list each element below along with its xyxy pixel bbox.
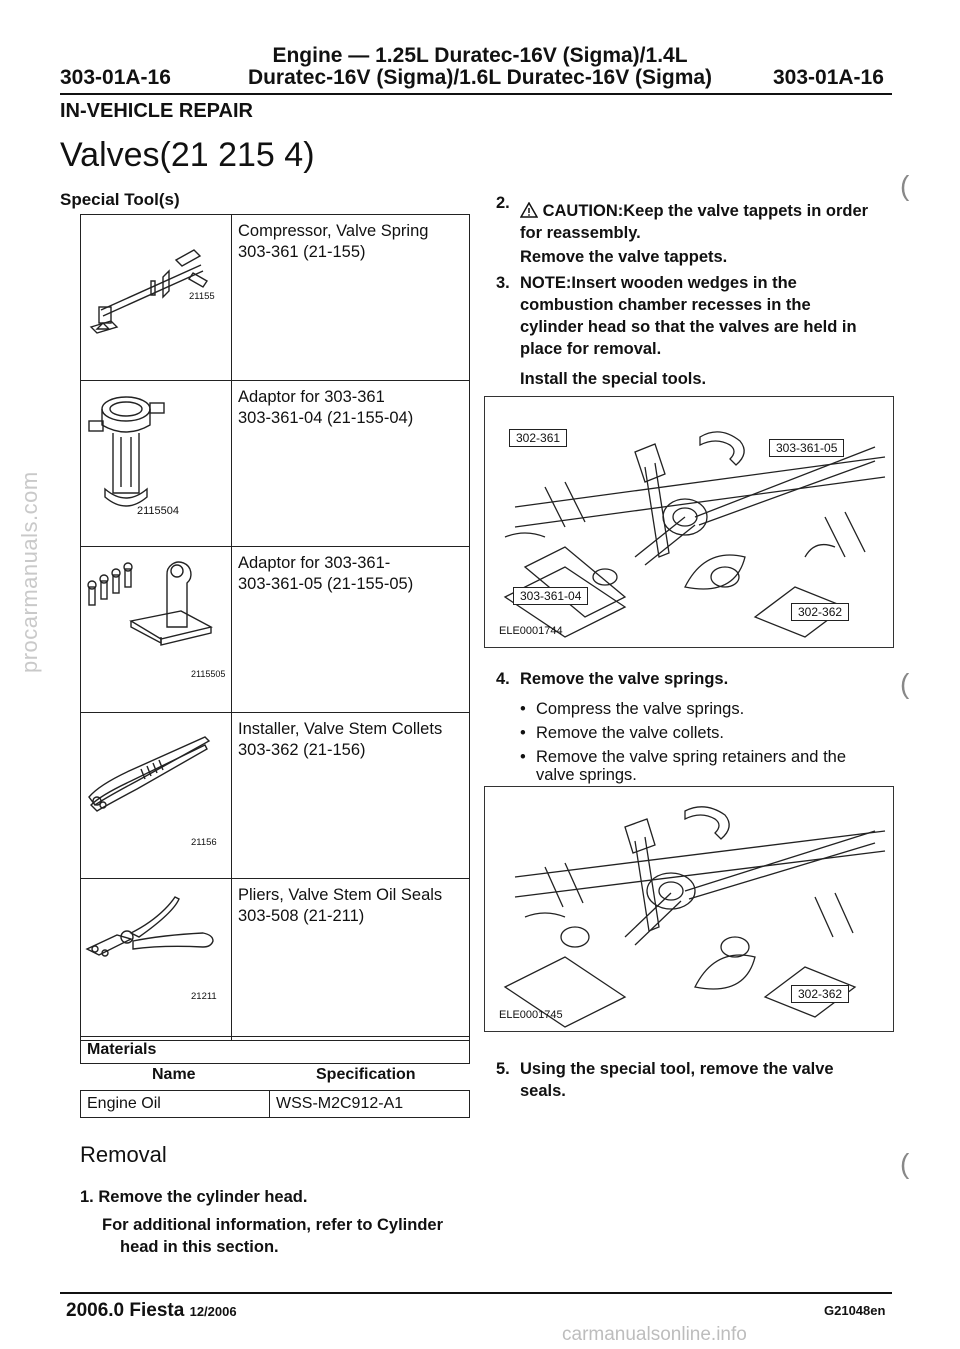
- footer-code: G21048en: [824, 1303, 886, 1318]
- tool-image-label: 21211: [191, 991, 217, 1002]
- step-text: Remove the cylinder head.: [98, 1188, 308, 1206]
- caution-triangle-icon: [520, 202, 538, 218]
- tool-description: [232, 381, 470, 547]
- header-rule: [60, 93, 892, 95]
- step-4-number: 4.: [496, 670, 510, 688]
- removal-heading: Removal: [80, 1142, 167, 1167]
- section-heading: IN-VEHICLE REPAIR: [60, 100, 253, 122]
- header-code-right: 303-01A-16: [773, 66, 884, 89]
- callout-label: 302-361: [509, 429, 567, 447]
- step-3-action: Install the special tools.: [520, 370, 707, 388]
- figure-caption: ELE0001745: [499, 1009, 563, 1021]
- header-title-line1: Engine — 1.25L Duratec-16V (Sigma)/1.4L: [272, 44, 688, 67]
- valve-seal-pliers-icon: [81, 879, 231, 1035]
- footer-rule: [60, 1292, 892, 1294]
- step-4-bullets: [520, 698, 900, 768]
- step-1-reference-a: For additional information, refer to Cylinder: [102, 1216, 444, 1234]
- materials-table: [80, 1090, 470, 1118]
- list-item: • Compress the valve springs.: [520, 698, 900, 720]
- footer-date: 12/2006: [189, 1304, 237, 1319]
- tool-row: [81, 879, 470, 1041]
- tool-row: [81, 381, 470, 547]
- figure-valve-springs-compressed: [484, 786, 894, 1032]
- side-watermark: procarmanuals.com: [17, 471, 42, 673]
- tool-number: 303-361-04 (21-155-04): [238, 409, 414, 427]
- materials-col-name: Name: [152, 1066, 196, 1083]
- tool-number: 303-361 (21-155): [238, 243, 366, 261]
- figure-caption: ELE0001744: [499, 625, 563, 637]
- tool-name: Compressor, Valve Spring: [238, 222, 429, 240]
- tool-row: [81, 215, 470, 381]
- material-spec: WSS-M2C912-A1: [270, 1091, 470, 1118]
- footer-model-name: 2006.0 Fiesta: [66, 1300, 185, 1321]
- tool-description: [232, 215, 470, 381]
- header-code-left: 303-01A-16: [60, 66, 171, 89]
- step-3-number: 3.: [496, 274, 510, 292]
- tool-name: Adaptor for 303-361: [238, 388, 385, 406]
- tool-image-cell: [81, 879, 232, 1041]
- callout-label: 302-362: [791, 985, 849, 1003]
- materials-label: Materials: [87, 1041, 157, 1058]
- figure-valve-spring-compressor-installed: [484, 396, 894, 648]
- tool-name: Pliers, Valve Stem Oil Seals: [238, 886, 443, 904]
- special-tools-label: Special Tool(s): [60, 190, 180, 209]
- margin-mark: (: [900, 668, 910, 699]
- valve-collet-installer-icon: [81, 713, 231, 873]
- tool-description: [232, 879, 470, 1041]
- tool-image-label: 2115505: [191, 669, 226, 679]
- tool-number: 303-362 (21-156): [238, 741, 366, 759]
- bottom-watermark: carmanualsonline.info: [562, 1324, 747, 1345]
- step-3-note-d: place for removal.: [520, 340, 662, 358]
- tool-name: Installer, Valve Stem Collets: [238, 720, 443, 738]
- tool-row: [81, 547, 470, 713]
- step-2-caution: [520, 200, 868, 222]
- table-row: [81, 1091, 470, 1118]
- tool-row: [81, 713, 470, 879]
- step-5-text-b: seals.: [520, 1082, 566, 1100]
- material-name: Engine Oil: [81, 1091, 270, 1118]
- page-title: Valves(21 215 4): [60, 136, 315, 174]
- materials-header-box: [80, 1036, 470, 1064]
- caution-text: CAUTION:Keep the valve tappets in order: [542, 202, 869, 220]
- footer-model: [66, 1300, 237, 1322]
- list-item: • Remove the valve spring retainers and the: [520, 746, 900, 768]
- list-item: • Remove the valve collets.: [520, 722, 900, 744]
- margin-mark: (: [900, 1148, 910, 1179]
- step-4-title: Remove the valve springs.: [520, 670, 729, 688]
- step-4-bullet-3-cont: valve springs.: [536, 766, 637, 784]
- tool-description: [232, 713, 470, 879]
- step-1: [80, 1186, 307, 1208]
- valve-spring-adaptor-pins-icon: [81, 547, 231, 707]
- step-number: 1.: [80, 1188, 94, 1206]
- callout-label: 303-361-05: [769, 439, 844, 457]
- tool-number: 303-361-05 (21-155-05): [238, 575, 414, 593]
- tool-number: 303-508 (21-211): [238, 907, 365, 925]
- callout-label: 303-361-04: [513, 587, 588, 605]
- step-1-reference-b: head in this section.: [120, 1238, 279, 1256]
- step-3-note-b: combustion chamber recesses in the: [520, 296, 811, 314]
- step-3-note-a: NOTE:Insert wooden wedges in the: [520, 274, 797, 292]
- tool-image-cell: [81, 381, 232, 547]
- callout-label: 302-362: [791, 603, 849, 621]
- step-2-action: Remove the valve tappets.: [520, 248, 728, 266]
- tool-image-label: 2115504: [137, 505, 180, 517]
- step-5-text-a: Using the special tool, remove the valve: [520, 1060, 834, 1078]
- step-2-number: 2.: [496, 194, 510, 212]
- step-3-note-c: cylinder head so that the valves are held in: [520, 318, 857, 336]
- tool-image-cell: [81, 547, 232, 713]
- step-2-caution-cont: for reassembly.: [520, 224, 641, 242]
- tool-name: Adaptor for 303-361-: [238, 554, 391, 572]
- valve-spring-adaptor-icon: [81, 381, 231, 541]
- step-5-number: 5.: [496, 1060, 510, 1078]
- header-title-line2: Duratec-16V (Sigma)/1.6L Duratec-16V (Sigma): [247, 66, 713, 89]
- margin-mark: (: [900, 170, 910, 201]
- tool-description: [232, 547, 470, 713]
- tool-image-label: 21155: [189, 291, 215, 302]
- materials-col-spec: Specification: [316, 1066, 416, 1083]
- tool-image-cell: [81, 215, 232, 381]
- special-tools-table: [80, 214, 470, 1041]
- tool-image-label: 21156: [191, 837, 217, 848]
- tool-image-cell: [81, 713, 232, 879]
